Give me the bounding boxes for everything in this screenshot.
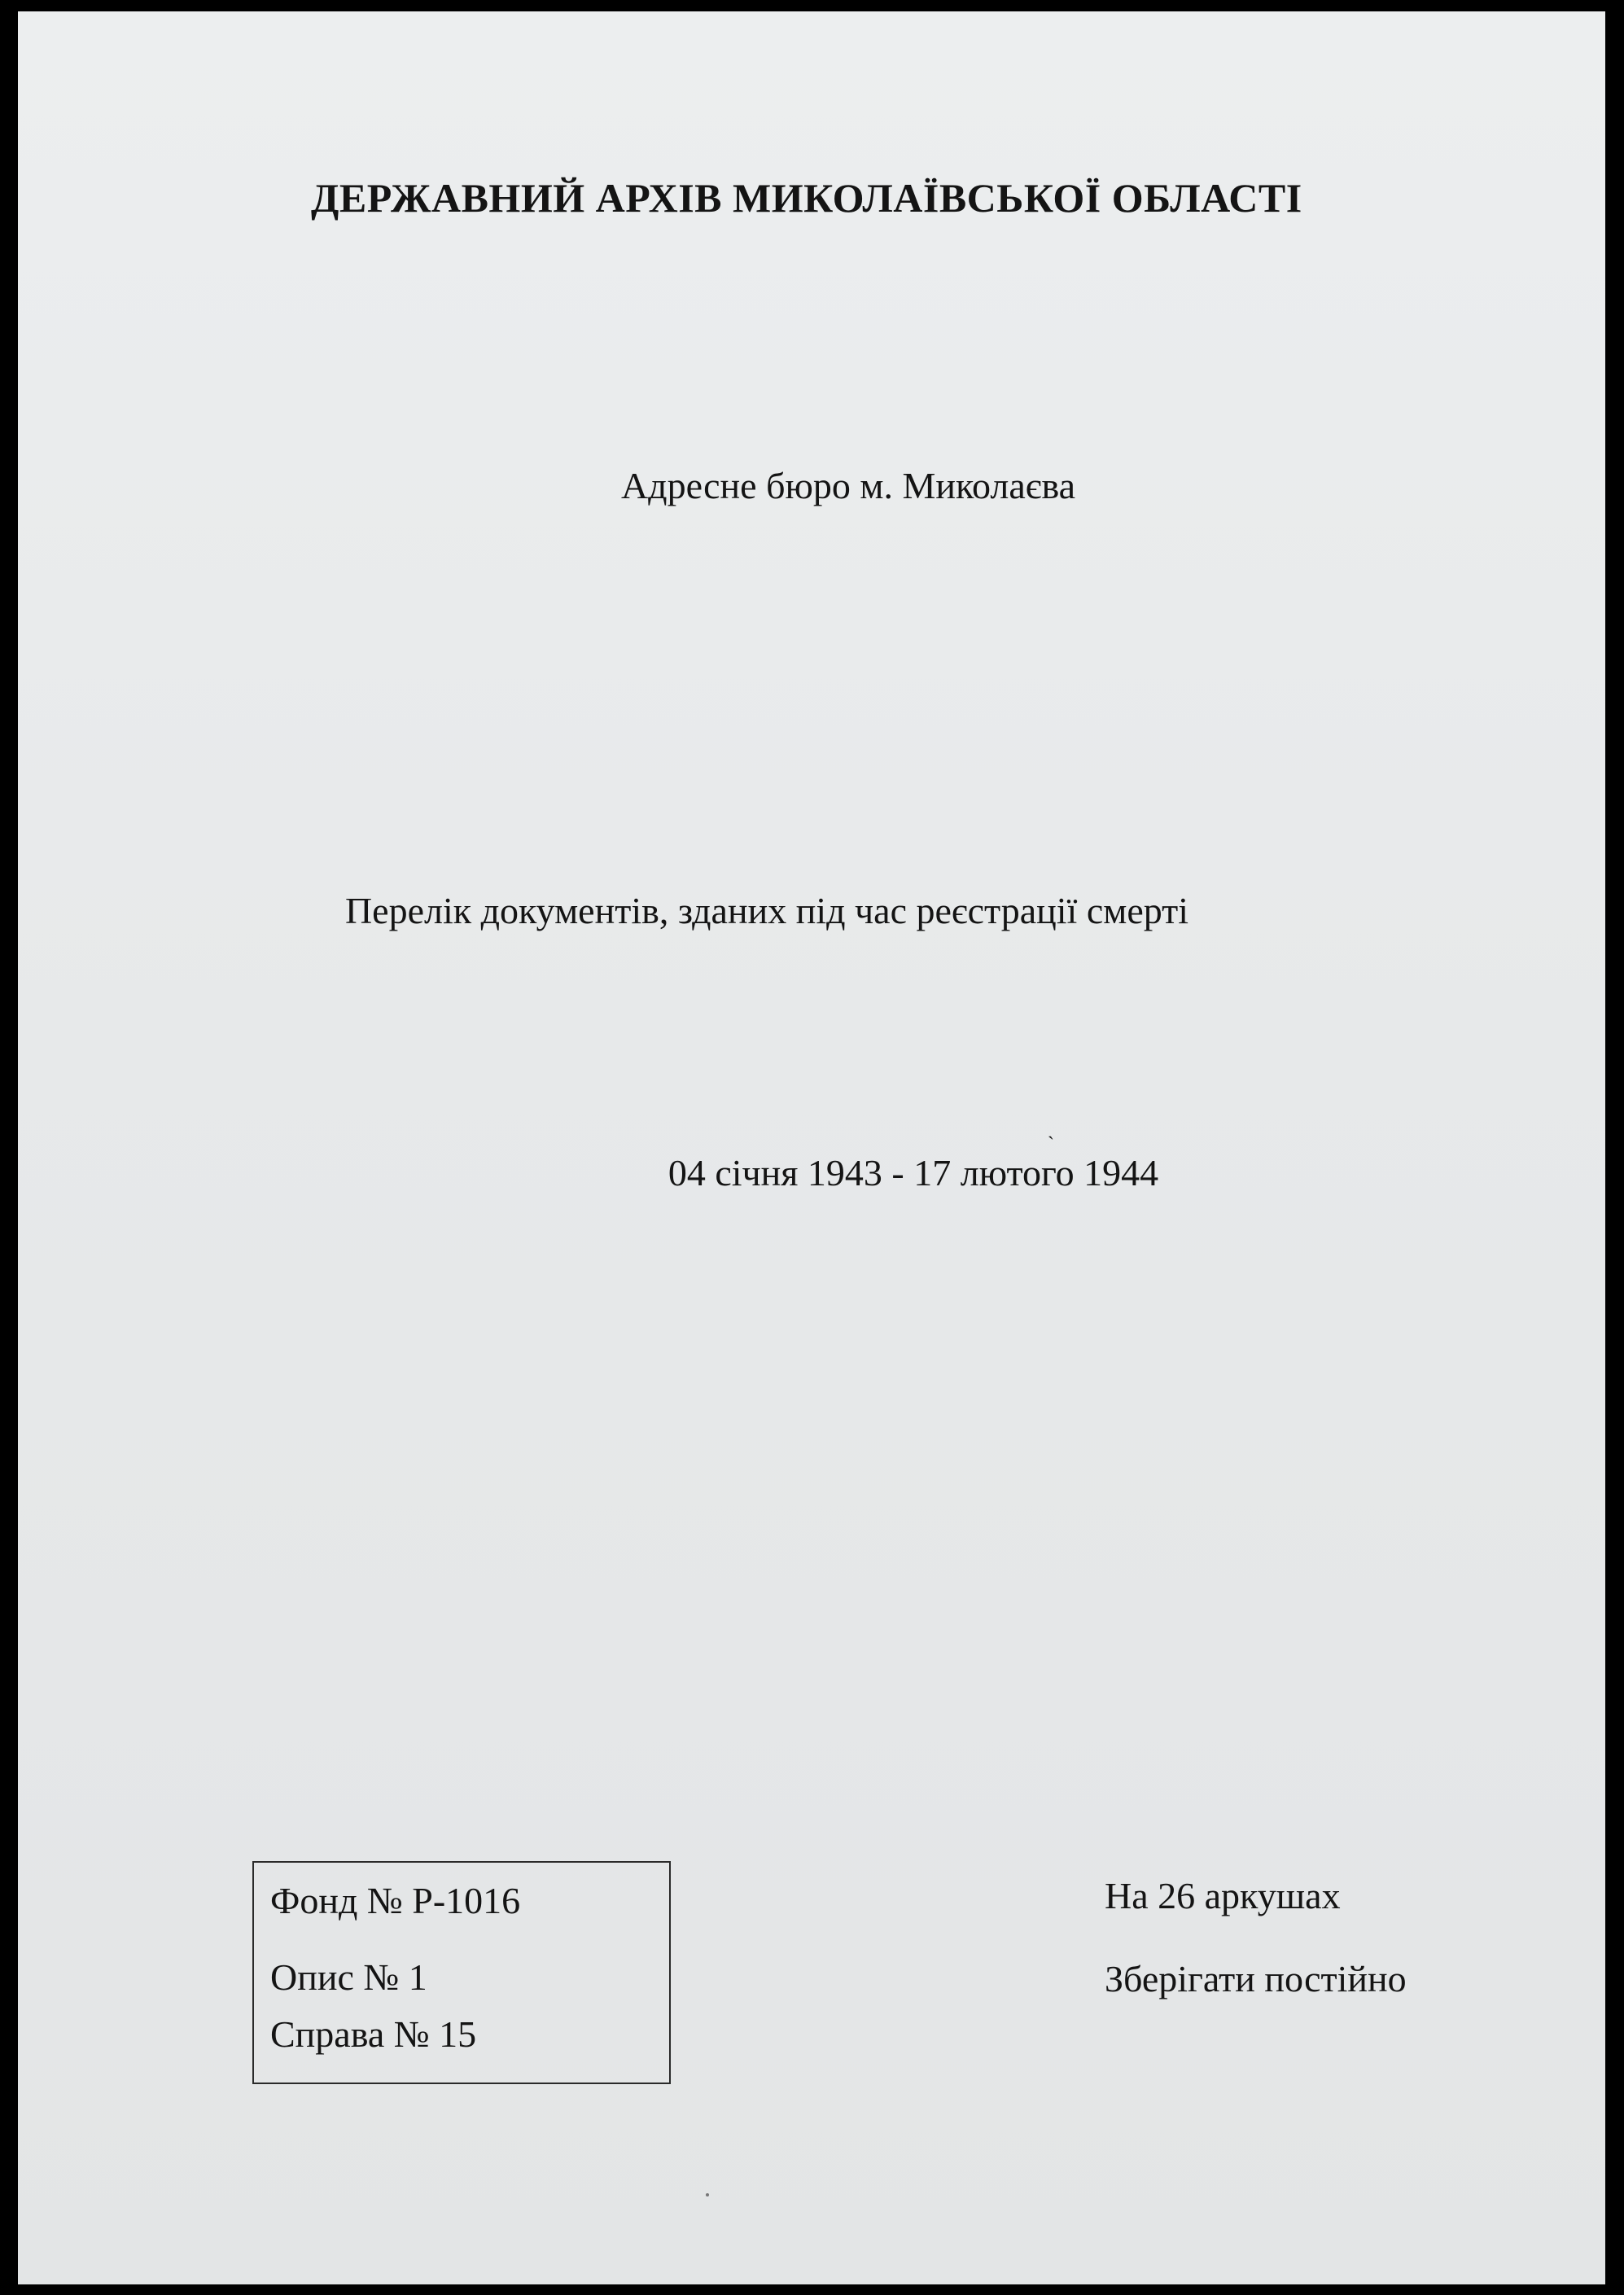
stray-mark: ˏ bbox=[1048, 1119, 1054, 1140]
sprava-number: Справа № 15 bbox=[270, 2013, 477, 2055]
date-range: 04 січня 1943 - 17 лютого 1944 bbox=[668, 1152, 1159, 1193]
document-description: Перелік документів, зданих під час реєстрації смерті bbox=[344, 890, 1189, 931]
opys-number: Опис № 1 bbox=[270, 1956, 427, 1998]
fond-number: Фонд № Р-1016 bbox=[270, 1880, 521, 1921]
bureau-name: Адресне бюро м. Миколаєва bbox=[620, 465, 1076, 506]
retention-note: Зберігати постійно bbox=[1105, 1958, 1407, 1999]
archive-title: ДЕРЖАВНИЙ АРХІВ МИКОЛАЇВСЬКОЇ ОБЛАСТІ bbox=[311, 175, 1302, 221]
dust-speck bbox=[706, 2193, 709, 2196]
sheet-count: На 26 аркушах bbox=[1105, 1875, 1341, 1916]
document-sheet bbox=[18, 11, 1605, 2284]
archive-reference-box bbox=[252, 1861, 671, 2084]
